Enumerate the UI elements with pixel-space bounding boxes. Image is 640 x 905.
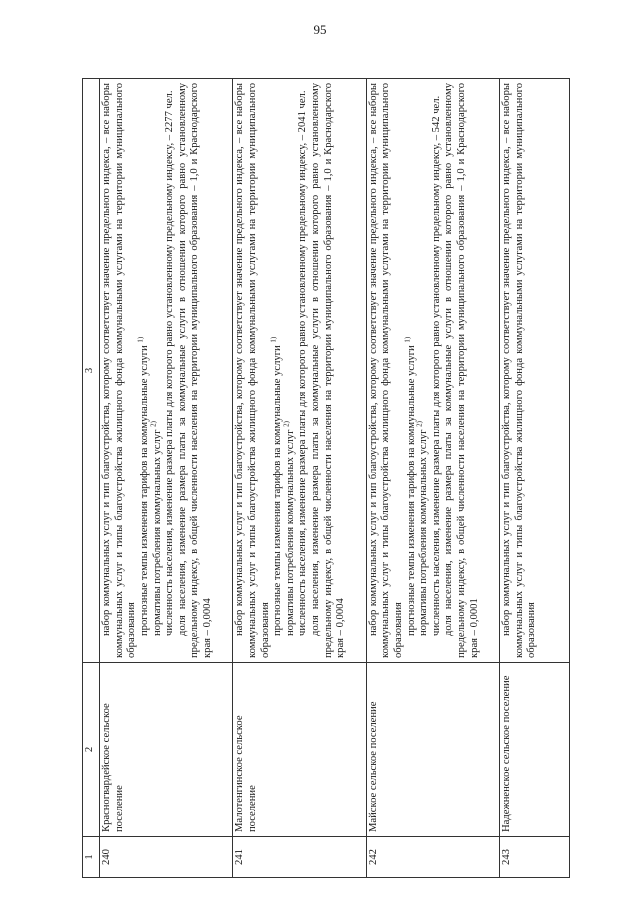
rotated-table-container	[82, 78, 570, 878]
row-description	[100, 79, 233, 663]
desc-set-of-services: набор коммунальных услуг и тип благоустройства, которому соответствует значение предельного индекса, – все наборы коммунальных услуг и типы благоустройства жилищного фонда коммунальными услугами на территории муниципального образования	[234, 83, 271, 658]
desc-consumption-norms: нормативы потребления коммунальных услуг $^{2)}$	[415, 421, 430, 636]
desc-population: численность населения, изменение размера платы для которого равно установленному предельному индексу, – 542 чел.	[430, 95, 442, 636]
header-col-1: 1	[83, 837, 100, 878]
settlement-name: Надежненское сельское поселение	[500, 663, 570, 837]
desc-consumption-norms: нормативы потребления коммунальных услуг $^{2)}$	[282, 421, 296, 636]
desc-population-share: доля населения, изменение размера платы за коммунальные услуги в отношении которого равно установленному предельному индексу, в общей численности населения на территории муниципального образования – 1,0 и Краснодарского края – 0,0004	[176, 83, 213, 658]
row-description	[366, 79, 499, 663]
desc-tariff-rates: прогнозные темпы изменения тарифов на коммунальные услуги $^{1)}$	[269, 336, 284, 636]
row-description	[500, 79, 570, 663]
indices-table	[82, 78, 570, 878]
table-row	[500, 79, 570, 878]
table-row	[100, 79, 233, 878]
table-row	[233, 79, 366, 878]
desc-population-share: доля населения, изменение размера платы за коммунальные услуги в отношении которого равно установленному предельному индексу, в общей численности населения на территории муниципального образования – 1,0 и Краснодарского края – 0,0001	[443, 83, 480, 658]
table-row	[366, 79, 499, 878]
desc-tariff-rates: прогнозные темпы изменения тарифов на коммунальные услуги $^{1)}$	[403, 336, 417, 636]
table-header-row	[83, 79, 100, 878]
header-col-3: 3	[83, 79, 100, 663]
settlement-name: Красногвардейское сельское поселение	[100, 663, 233, 837]
row-number: 240	[100, 837, 233, 878]
row-number: 242	[366, 837, 499, 878]
desc-set-of-services: набор коммунальных услуг и тип благоустройства, которому соответствует значение предельного индекса, – все наборы коммунальных услуг и типы благоустройства жилищного фонда коммунальными услугами на территории муниципального образования	[501, 83, 538, 658]
desc-population: численность населения, изменение размера платы для которого равно установленному предельному индексу, – 2041 чел.	[297, 90, 309, 636]
header-col-2: 2	[83, 663, 100, 837]
page-number: 95	[313, 22, 327, 37]
settlement-name: Малотенгинское сельское поселение	[233, 663, 366, 837]
desc-consumption-norms: нормативы потребления коммунальных услуг $^{2)}$	[149, 421, 163, 636]
desc-tariff-rates: прогнозные темпы изменения тарифов на коммунальные услуги $^{1)}$	[136, 336, 150, 636]
desc-population-share: доля населения, изменение размера платы за коммунальные услуги в отношении которого равно установленному предельному индексу, в общей численности населения на территории муниципального образования – 1,0 и Краснодарского края – 0,0004	[310, 83, 347, 658]
desc-set-of-services: набор коммунальных услуг и тип благоустройства, которому соответствует значение предельного индекса, – все наборы коммунальных услуг и типы благоустройства жилищного фонда коммунальными услугами на территории муниципального образования	[101, 83, 138, 658]
row-description	[233, 79, 366, 663]
desc-set-of-services: набор коммунальных услуг и тип благоустройства, которому соответствует значение предельного индекса, – все наборы коммунальных услуг и типы благоустройства жилищного фонда коммунальными услугами на территории муниципального образования	[367, 83, 404, 658]
settlement-name: Майское сельское поселение	[366, 663, 499, 837]
desc-population: численность населения, изменение размера платы для которого равно установленному предельному индексу, – 2277 чел.	[164, 90, 176, 636]
row-number: 241	[233, 837, 366, 878]
row-number: 243	[500, 837, 570, 878]
